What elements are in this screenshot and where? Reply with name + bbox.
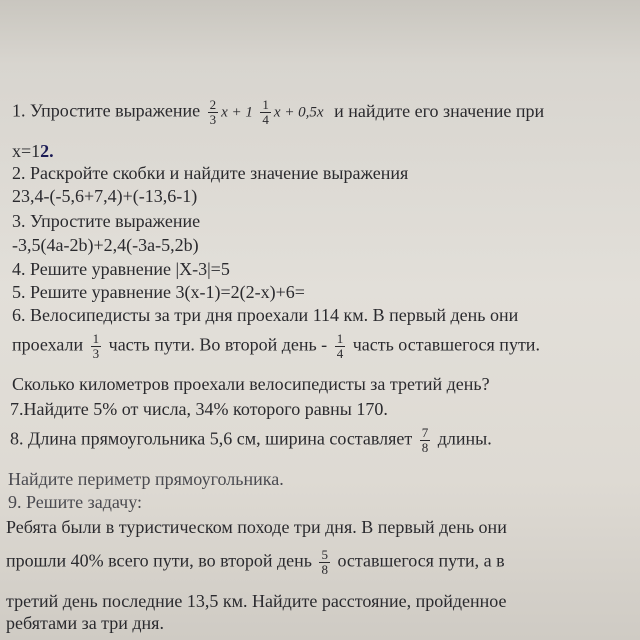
problem-3-expression: -3,5(4a-2b)+2,4(-3a-5,2b) (12, 235, 199, 255)
problem-1-value-line (12, 140, 54, 162)
fraction-1-3: $\frac{1}{3}$ (92, 331, 100, 361)
problem-8-line: 8. Длина прямоугольника 5,6 см, ширина составляет $\frac{7}{8}$ длины. (10, 425, 492, 455)
problem-5-line: 5. Решите уравнение 3(x-1)=2(2-x)+6= (12, 282, 305, 302)
problem-1-line (12, 98, 544, 127)
fraction-1-4: $\frac{1}{4}$ (262, 97, 269, 127)
problem-9-text-3: третий день последние 13,5 км. Найдите расстояние, пройденное (6, 591, 507, 611)
problem-8-question: Найдите периметр прямоугольника. (8, 469, 284, 489)
problem-2-expression: 23,4-(-5,6+7,4)+(-13,6-1) (12, 186, 198, 206)
handwritten-digit: 2. (40, 141, 54, 161)
problem-3-line: 3. Упростите выражение (12, 211, 201, 231)
problem-6-question: Сколько километров проехали велосипедисты за третий день? (12, 374, 490, 394)
problem-9-text-4: ребятами за три дня. (6, 613, 164, 633)
fraction-5-8: $\frac{5}{8}$ (321, 547, 328, 577)
expression-part: x + 0,5x (273, 104, 324, 121)
problem-7-line: 7.Найдите 5% от числа, 34% которого равны 170. (10, 399, 388, 419)
problem-1-value: x=1 (12, 141, 41, 161)
fraction-2-3: $\frac{2}{3}$ (209, 97, 217, 127)
expression-part: x + 1 (221, 104, 253, 121)
fraction-7-8: $\frac{7}{8}$ (421, 425, 429, 455)
problem-9-line: 9. Решите задачу: (8, 492, 142, 512)
problem-9-text-2: прошли 40% всего пути, во второй день $\frac{5}{8}$ оставшегося пути, а в (6, 547, 505, 577)
fraction-1-4: $\frac{1}{4}$ (336, 331, 344, 361)
problem-6-fraction-line: проехали $\frac{1}{3}$ часть пути. Во второй день - $\frac{1}{4}$ часть оставшегося пути. (12, 331, 540, 361)
problem-6-line: 6. Велосипедисты за три дня проехали 114 км. В первый день они (12, 305, 519, 325)
problem-1-text-end: и найдите его значение при (334, 100, 545, 121)
problem-9-text-1: Ребята были в туристическом походе три дня. В первый день они (6, 517, 507, 537)
problem-2-line: 2. Раскройте скобки и найдите значение выражения (12, 163, 409, 183)
problem-4-line: 4. Решите уравнение |X-3|=5 (12, 259, 230, 279)
problem-1-text: 1. Упростите выражение (12, 100, 201, 121)
